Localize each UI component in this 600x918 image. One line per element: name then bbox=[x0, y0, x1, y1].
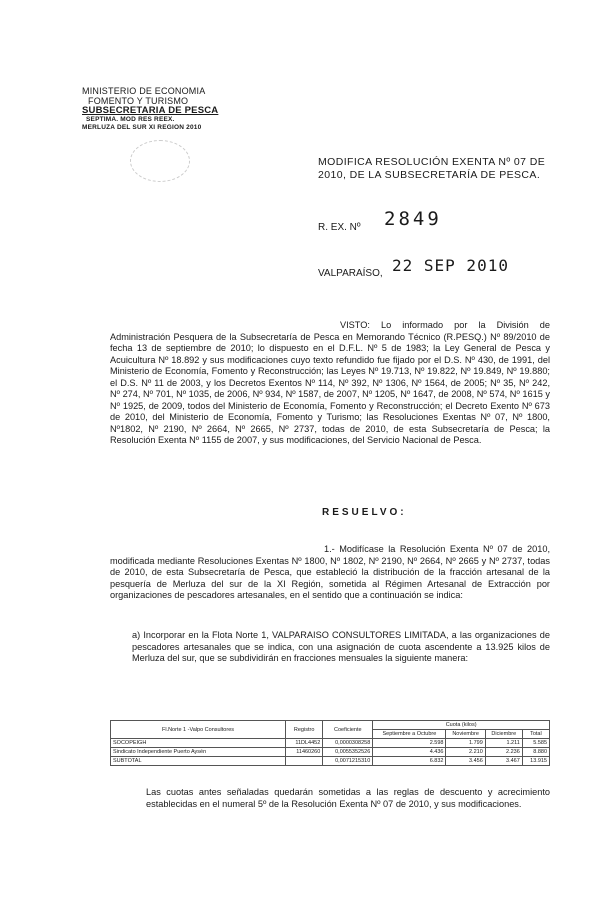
resolution-title: MODIFICA RESOLUCIÓN EXENTA Nº 07 DE 2010, DE LA SUBSECRETARÍA DE PESCA. bbox=[318, 156, 546, 181]
table-cell: 2.236 bbox=[485, 748, 522, 757]
ref-line-2: MERLUZA DEL SUR XI REGION 2010 bbox=[82, 123, 202, 131]
table-cell: 6.832 bbox=[373, 757, 446, 766]
ministry-subname: FOMENTO Y TURISMO bbox=[88, 96, 189, 106]
item-a: a) Incorporar en la Flota Norte 1, VALPARAISO CONSULTORES LIMITADA, a las organizaciones de pescadores artesanales que se indica, con una asignación de cuota ascendente a 13.925 kilos de Merluza del sur, que se subdividirán en fracciones mensuales la siguiente manera: bbox=[132, 630, 550, 663]
visto-paragraph: VISTO: Lo informado por la División de Administración Pesquera de la Subsecretaría de Pesca en Memorando Técnico (R.PESQ.) Nº 89/2010 de fecha 13 de septiembre de 2010; lo dispuesto en el D.F.L. Nº 5 de 1983; la Ley General de Pesca y Acuicultura Nº 18.892 y sus modificaciones cuyo texto refundido fue fijado por el D.S. Nº 430, de 1991, del Ministerio de Economía, Fomento y Reconstrucción; las Leyes Nº 19.713, Nº 19.822, Nº 19.849, Nº 19.880; el D.S. Nº 11 de 2003, y los Decretos Exentos Nº 114, Nº 392, Nº 1306, Nº 1564, de 2005; Nº 35, Nº 242, Nº 274, Nº 701, Nº 1035, de 2006, Nº 934, Nº 1587, de 2007, Nº 1205, Nº 1647, de 2008, Nº 574, Nº 1615 y Nº 1925, de 2009, todos del Ministerio de Economía, Fomento y Reconstrucción; el Decreto Exento Nº 673 de 2010, del Ministerio de Economía, Fomento y Turismo; las Resoluciones Exentas Nº 07, Nº 1800, Nº1802, Nº 2190, Nº 2664, Nº 2665, Nº 2737, todas de 2010, de esta Subsecretaría de Pesca; la Resolución Exenta Nº 1155 de 2007, y sus modificaciones, del Servicio Nacional de Pesca. bbox=[110, 320, 550, 445]
col-header: Fl.Norte 1 -Valpo Consultores bbox=[111, 721, 286, 739]
table-cell: 2.210 bbox=[446, 748, 485, 757]
table-cell: 3.456 bbox=[446, 757, 485, 766]
table-row bbox=[111, 739, 550, 748]
table-cell: 2.598 bbox=[373, 739, 446, 748]
table-row bbox=[111, 748, 550, 757]
table-cell: SUBTOTAL bbox=[111, 757, 286, 766]
col-header: Registro bbox=[286, 721, 323, 739]
quota-table bbox=[110, 720, 550, 766]
subsecretaria-name: SUBSECRETARIA DE PESCA bbox=[82, 105, 219, 116]
ministry-name: MINISTERIO DE ECONOMIA bbox=[82, 86, 206, 96]
table-cell bbox=[286, 757, 323, 766]
table-cell: 1.799 bbox=[446, 739, 485, 748]
rex-number: 2849 bbox=[384, 208, 442, 230]
table-cell: 8.880 bbox=[522, 748, 549, 757]
col-header: Coeficiente bbox=[323, 721, 373, 739]
office-stamp bbox=[130, 140, 190, 182]
resuelvo-heading: RESUELVO: bbox=[322, 507, 407, 518]
date-stamp: 22 SEP 2010 bbox=[392, 256, 509, 275]
table-cell: 0,0000308258 bbox=[323, 739, 373, 748]
col-header: Septiembre a Octubre bbox=[373, 730, 446, 739]
ref-line-1: SEPTIMA. MOD RES REEX. bbox=[86, 116, 175, 123]
closing-paragraph: Las cuotas antes señaladas quedarán sometidas a las reglas de descuento y acrecimiento establecidas en el numeral 5º de la Resolución Exenta Nº 07 de 2010, y sus modificaciones. bbox=[146, 787, 550, 809]
city: VALPARAÍSO, bbox=[318, 268, 383, 279]
table-cell: 5.585 bbox=[522, 739, 549, 748]
rex-label: R. EX. Nº bbox=[318, 222, 361, 233]
col-header: Diciembre bbox=[485, 730, 522, 739]
table-cell: 0,0071215310 bbox=[323, 757, 373, 766]
group-header: Cuota (kilos) bbox=[373, 721, 550, 730]
table-cell: 1.211 bbox=[485, 739, 522, 748]
table-row bbox=[111, 757, 550, 766]
table-cell: 0,0055352526 bbox=[323, 748, 373, 757]
table-cell: SOCOPEIGH bbox=[111, 739, 286, 748]
table-cell: 13.915 bbox=[522, 757, 549, 766]
col-header: Noviembre bbox=[446, 730, 485, 739]
table-cell: 4.436 bbox=[373, 748, 446, 757]
col-header: Total bbox=[522, 730, 549, 739]
table-cell: 11460260 bbox=[286, 748, 323, 757]
table-cell: Sindicato Independiente Puerto Aysén bbox=[111, 748, 286, 757]
article-1: 1.- Modifícase la Resolución Exenta Nº 07 de 2010, modificada mediante Resoluciones Exentas Nº 1800, Nº 1802, Nº 2190, Nº 2664, Nº 2665 y Nº 2737, todas de 2010, de esta Subsecretaría de Pesca, que estableció la distribución de la fracción artesanal de la pesquería de Merluza del sur de la XI Región, sometida al Régimen Artesanal de Extracción por organizaciones de pescadores artesanales, en el sentido que a continuación se indica: bbox=[110, 544, 550, 600]
letterhead bbox=[82, 86, 218, 131]
table-cell: 3.467 bbox=[485, 757, 522, 766]
table-cell: 11DL4452 bbox=[286, 739, 323, 748]
